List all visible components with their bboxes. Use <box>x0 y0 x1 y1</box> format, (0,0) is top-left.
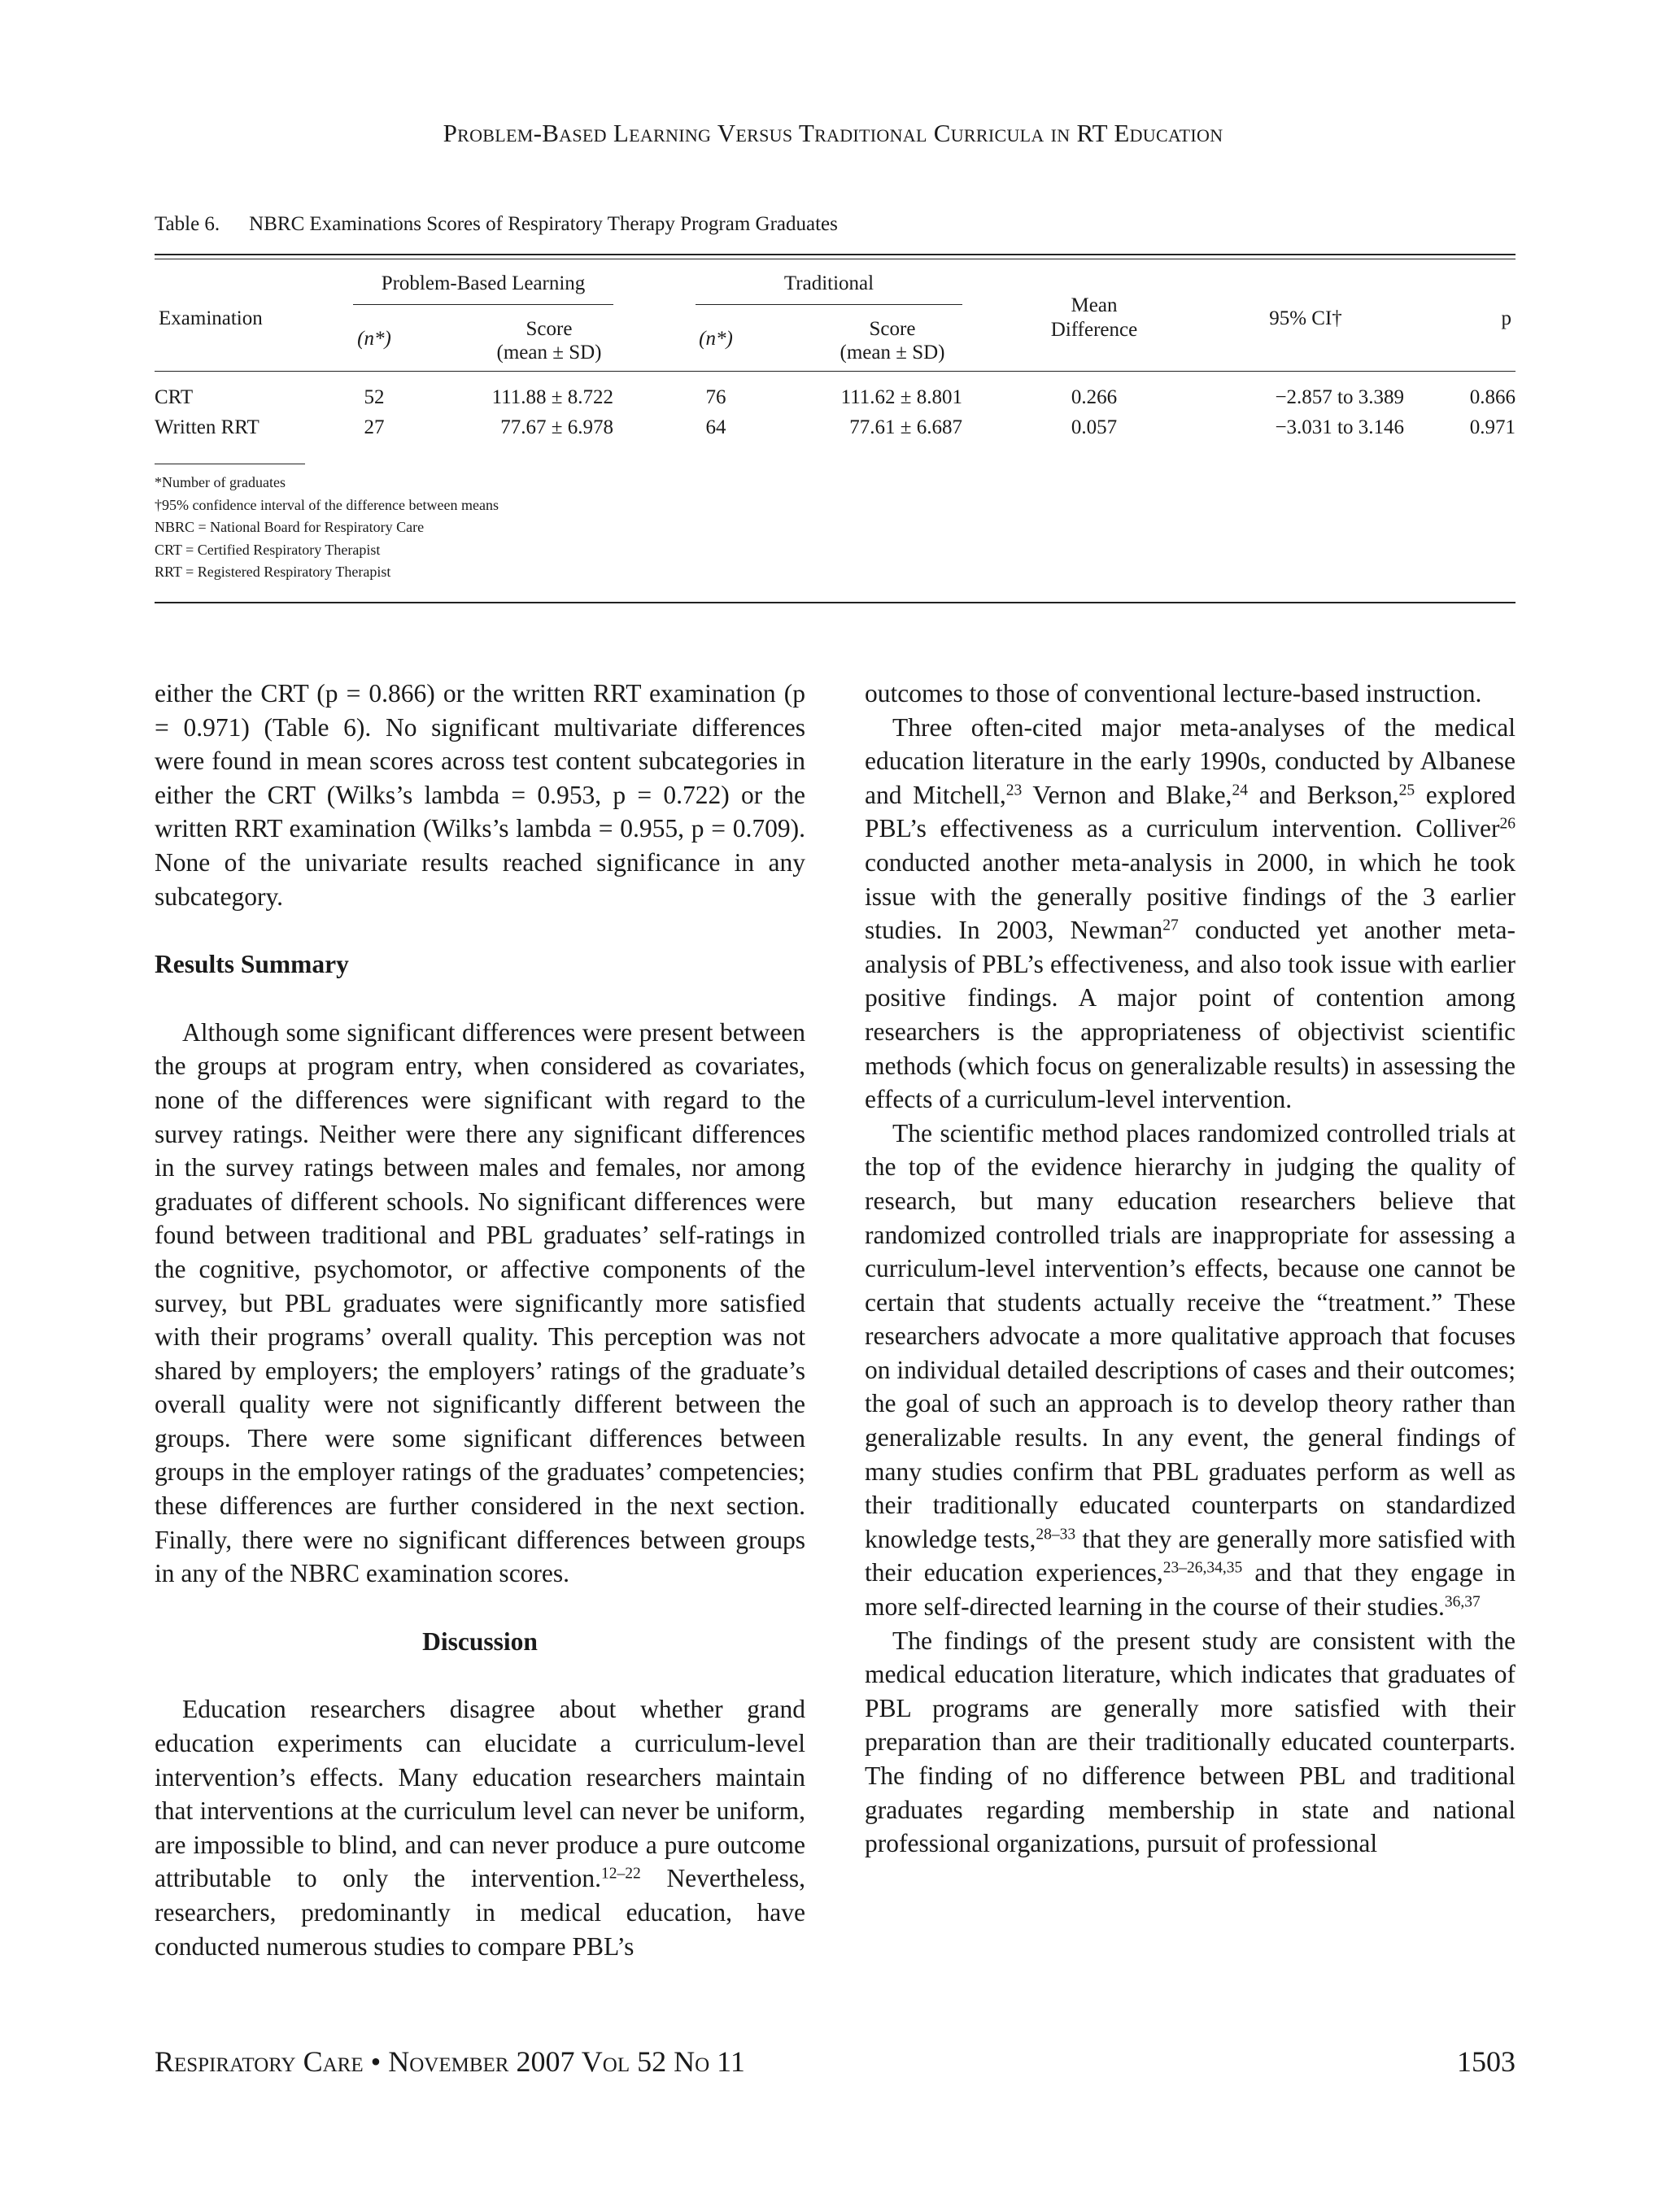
row-crt-exam: CRT <box>155 386 194 408</box>
header-mean-diff-2: Difference <box>1050 319 1138 341</box>
paragraph: Three often-cited major meta-analyses of the medical education literature in the early 1990s, conducted by Albanese and Mitchell,$^{23}$ Vernon and Blake,$^{24}$ and Berkson,$^{25}$ explored PBL’s effectiveness as a curriculum intervention. Colliver$^{26}$ conducted another meta-analysis in 2000, in which he took issue with the generally positive findings of the 3 earlier studies. In 2003, Newman$^{27}$ conducted yet another meta-analysis of PBL’s effectiveness, and also took issue with earlier positive findings. A major point of contention among researchers is the appropriateness of objectivist scientific methods (which focus on generalizable results) in assessing the effects of a curriculum-level intervention. <box>865 712 1516 1114</box>
header-pbl-n: (n*) <box>357 328 391 350</box>
table-footnotes <box>155 472 499 584</box>
header-examination: Examination <box>159 307 263 329</box>
header-ci: 95% CI† <box>1269 307 1342 329</box>
footnote: CRT = Certified Respiratory Therapist <box>155 541 381 558</box>
paragraph: The findings of the present study are consistent with the medical education literature, which indicates that graduates of PBL programs are generally more satisfied with their preparation than are their traditionally educated counterparts. The finding of no difference between PBL and traditional graduates regarding membership in state and national professional organizations, pursuit of professional <box>865 1626 1516 1858</box>
header-trad-score-sub: (mean ± SD) <box>840 342 945 364</box>
page-number: 1503 <box>1457 2045 1516 2078</box>
journal-citation: Respiratory Care • November 2007 Vol 52 No 11 <box>155 2045 745 2078</box>
page-footer <box>155 2044 1516 2079</box>
heading-discussion: Discussion <box>422 1626 538 1656</box>
table-header-rule <box>155 371 1516 372</box>
right-column <box>865 677 1516 1861</box>
paragraph: outcomes to those of conventional lecture-based instruction. <box>865 679 1482 708</box>
row-rrt-trad-n: 64 <box>705 416 726 438</box>
paragraph: either the CRT (p = 0.866) or the written RRT examination (p = 0.971) (Table 6). No significant multivariate differences were found in mean scores across test content subcategories in either the CRT (Wilks’s lambda = 0.953, p = 0.722) or the written RRT examination (Wilks’s lambda = 0.955, p = 0.709). None of the univariate results reached significance in any subcategory. <box>155 679 805 911</box>
footnote: †95% confidence interval of the difference between means <box>155 496 499 513</box>
header-traditional: Traditional <box>783 272 874 294</box>
heading-results-summary: Results Summary <box>155 950 349 979</box>
header-pbl-score-sub: (mean ± SD) <box>496 342 602 364</box>
row-crt-trad-n: 76 <box>705 386 726 408</box>
header-trad-score: Score <box>869 318 916 340</box>
header-trad-n: (n*) <box>699 328 733 350</box>
pbl-group-rule <box>353 304 613 305</box>
row-crt-p: 0.866 <box>1469 386 1516 408</box>
table-label: Table 6. <box>155 213 220 235</box>
footnote: RRT = Registered Respiratory Therapist <box>155 564 391 580</box>
row-crt-pbl-score: 111.88 ± 8.722 <box>491 386 613 408</box>
paragraph: Education researchers disagree about whether grand education experiments can elucidate a curriculum-level intervention’s effects. Many education researchers maintain that interventions at the curriculum level can never be uniform, are impossible to blind, and can never produce a pure outcome attributable to only the intervention.$^{12-22}$ Nevertheless, researchers, predominantly in medical education, have conducted numerous studies to compare PBL’s <box>155 1695 805 1961</box>
row-crt-ci: −2.857 to 3.389 <box>1275 386 1404 408</box>
footnote: NBRC = National Board for Respiratory Care <box>155 519 425 535</box>
row-rrt-mean-diff: 0.057 <box>1071 416 1118 438</box>
header-pbl-score: Score <box>526 318 573 340</box>
table-bottom-rule <box>155 602 1516 603</box>
table-caption <box>155 213 838 236</box>
left-column <box>155 677 805 1963</box>
row-crt-pbl-n: 52 <box>364 386 385 408</box>
table-title: NBRC Examinations Scores of Respiratory Therapy Program Graduates <box>249 213 838 235</box>
row-crt-trad-score: 111.62 ± 8.801 <box>840 386 962 408</box>
table-top-rule-1 <box>155 254 1516 255</box>
footnote: *Number of graduates <box>155 474 286 490</box>
header-pbl: Problem-Based Learning <box>381 272 586 294</box>
row-rrt-ci: −3.031 to 3.146 <box>1275 416 1404 438</box>
row-rrt-exam: Written RRT <box>155 416 259 438</box>
row-rrt-p: 0.971 <box>1469 416 1516 438</box>
row-rrt-pbl-score: 77.67 ± 6.978 <box>500 416 613 438</box>
paragraph: The scientific method places randomized controlled trials at the top of the evidence hierarchy in judging the quality of research, but many education researchers believe that randomized controlled trials are inappropriate for assessing a curriculum-level intervention’s effects, because one cannot be certain that students actually receive the “treatment.” These researchers advocate a more qualitative approach that focuses on individual detailed descriptions of cases and their outcomes; the goal of such an approach is to develop theory rather than generalizable results. In any event, the general findings of many studies confirm that PBL graduates perform as well as their traditionally educated counterparts on standardized knowledge tests,$^{28-33}$ that they are generally more satisfied with their education experiences,$^{23-26,34,35}$ and that they engage in more self-directed learning in the course of their studies.$^{36,37}$ <box>865 1118 1516 1622</box>
row-crt-mean-diff: 0.266 <box>1071 386 1118 408</box>
header-mean-diff-1: Mean <box>1071 294 1118 316</box>
running-head: Problem-Based Learning Versus Traditional Curricula in RT Education <box>443 119 1223 147</box>
traditional-group-rule <box>696 304 962 305</box>
header-p: p <box>1501 307 1511 329</box>
paragraph: Although some significant differences were present between the groups at program entry, when considered as covariates, none of the differences were significant with regard to the survey ratings. Neither were there any significant differences in the survey ratings between males and females, nor among graduates of different schools. No significant differences were found between traditional and PBL graduates’ self-ratings in the cognitive, psychomotor, or affective components of the survey, but PBL graduates were significantly more satisfied with their programs’ overall quality. This perception was not shared by employers; the employers’ ratings of the graduate’s overall quality were not significantly different between the groups. There were some significant differences between groups in the employer ratings of the graduates’ competencies; these differences are further considered in the next section. Finally, there were no significant differences between groups in any of the NBRC examination scores. <box>155 1017 805 1588</box>
row-rrt-trad-score: 77.61 ± 6.687 <box>849 416 962 438</box>
row-rrt-pbl-n: 27 <box>364 416 385 438</box>
